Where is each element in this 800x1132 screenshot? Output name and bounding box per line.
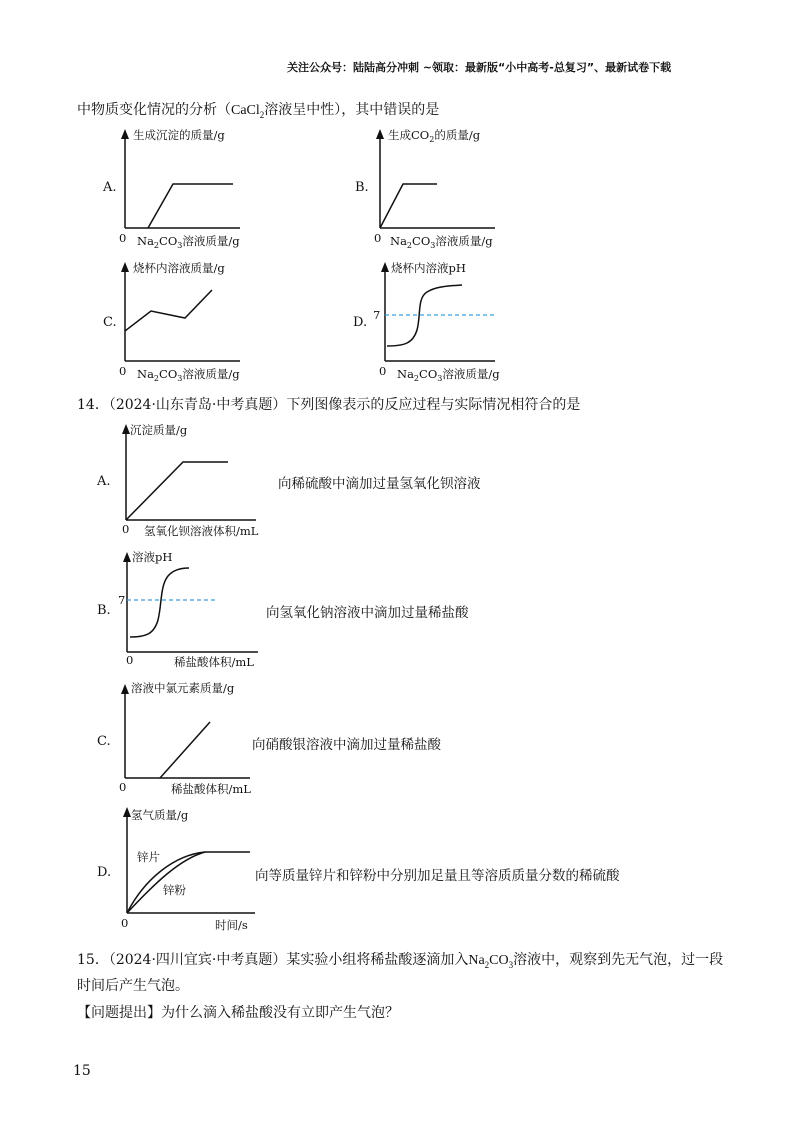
q15-text-pre: 15．（2024·四川宜宾·中考真题）某实验小组将稀盐酸逐滴加入 — [77, 952, 469, 968]
q13b-origin: 0 — [374, 231, 382, 245]
q14d-curve2-label: 锌粉 — [163, 883, 186, 897]
q14-option-d-letter: D. — [97, 865, 112, 880]
q14d-origin: 0 — [121, 916, 129, 930]
question-13-intro — [77, 99, 439, 120]
q13d-origin: 0 — [379, 364, 387, 378]
q13-graph-c — [105, 258, 265, 383]
question-15-line2: 时间后产生气泡。 — [77, 978, 189, 994]
question-15-line3: 【问题提出】为什么滴入稀盐酸没有立即产生气泡？ — [77, 1005, 399, 1021]
q13c-ylabel: 烧杯内溶液质量/g — [133, 261, 225, 275]
q14a-xlabel: 氢氧化钡溶液体积/mL — [144, 524, 259, 538]
q14b-description: 向氢氧化钠溶液中滴加过量稀盐酸 — [266, 605, 469, 621]
q14d-ylabel: 氢气质量/g — [131, 808, 189, 822]
formula-main: CaCl — [231, 103, 260, 118]
q14d-description: 向等质量锌片和锌粉中分别加足量且等溶质质量分数的稀硫酸 — [255, 868, 620, 884]
page-number: 15 — [73, 1063, 91, 1079]
q13c-origin: 0 — [119, 364, 127, 378]
q14d-xlabel: 时间/s — [215, 918, 248, 932]
q14a-description: 向稀硫酸中滴加过量氢氧化钡溶液 — [278, 476, 481, 492]
q14b-origin: 0 — [126, 653, 134, 667]
q14a-origin: 0 — [122, 522, 130, 536]
formula-sub: 2 — [259, 109, 265, 120]
q13b-ylabel: 生成$CO_2$的质量/g — [388, 128, 481, 144]
q14c-origin: 0 — [119, 780, 127, 794]
q13d-ylabel: 烧杯内溶液pH — [391, 261, 466, 275]
q13-option-d-letter: D. — [353, 315, 368, 330]
q14c-description: 向硝酸银溶液中滴加过量稀盐酸 — [252, 737, 441, 753]
q14-option-c-letter: C. — [97, 734, 111, 749]
q13-option-a-letter: A. — [103, 180, 117, 195]
q13-option-c-letter: C. — [103, 315, 117, 330]
intro-text-pre: 中物质变化情况的分析（ — [77, 102, 231, 118]
q13d-xlabel: $Na_2CO_3$溶液质量/g — [397, 367, 500, 383]
q15-formula — [468, 953, 513, 968]
formula-sub: 2 — [484, 959, 490, 970]
q13c-xlabel: $Na_2CO_3$溶液质量/g — [137, 367, 240, 383]
q13a-origin: 0 — [119, 231, 127, 245]
intro-formula — [231, 103, 264, 118]
q13-graph-a — [105, 125, 265, 250]
q14a-ylabel: 沉淀质量/g — [130, 423, 188, 437]
q14-option-b-letter: B. — [97, 603, 111, 618]
q13a-xlabel: $Na_2CO_3$溶液质量/g — [137, 234, 240, 250]
q14c-xlabel: 稀盐酸体积/mL — [171, 782, 251, 796]
page-header: 关注公众号：陆陆高分冲刺 ~领取：最新版“小中高考-总复习”、最新试卷下载 — [287, 61, 672, 74]
q14b-xlabel: 稀盐酸体积/mL — [174, 655, 254, 669]
q13-graph-d — [365, 258, 525, 383]
q14d-curve1-label: 锌片 — [137, 850, 160, 864]
question-15-line1 — [77, 949, 723, 970]
formula-sub: 3 — [508, 959, 514, 970]
formula-part: Na — [468, 953, 485, 968]
q14-option-a-letter: A. — [97, 474, 111, 489]
q14-graph-a — [106, 420, 286, 540]
q14b-ph7: 7 — [118, 593, 126, 607]
q13-option-b-letter: B. — [355, 180, 369, 195]
q13d-ph7: 7 — [373, 308, 381, 322]
formula-part: CO — [489, 953, 509, 968]
q14c-ylabel: 溶液中氯元素质量/g — [131, 681, 235, 695]
q13b-xlabel: $Na_2CO_3$溶液质量/g — [390, 234, 493, 250]
q14-graph-b — [110, 548, 290, 670]
intro-text-post: 溶液呈中性），其中错误的是 — [264, 102, 440, 118]
q13a-ylabel: 生成沉淀的质量/g — [133, 128, 225, 142]
q15-text-post: 溶液中，观察到先无气泡，过一段 — [513, 952, 724, 968]
question-14-title: 14．（2024·山东青岛·中考真题）下列图像表示的反应过程与实际情况相符合的是 — [77, 397, 581, 413]
q14b-ylabel: 溶液pH — [132, 550, 173, 564]
q13-graph-b — [360, 125, 520, 250]
